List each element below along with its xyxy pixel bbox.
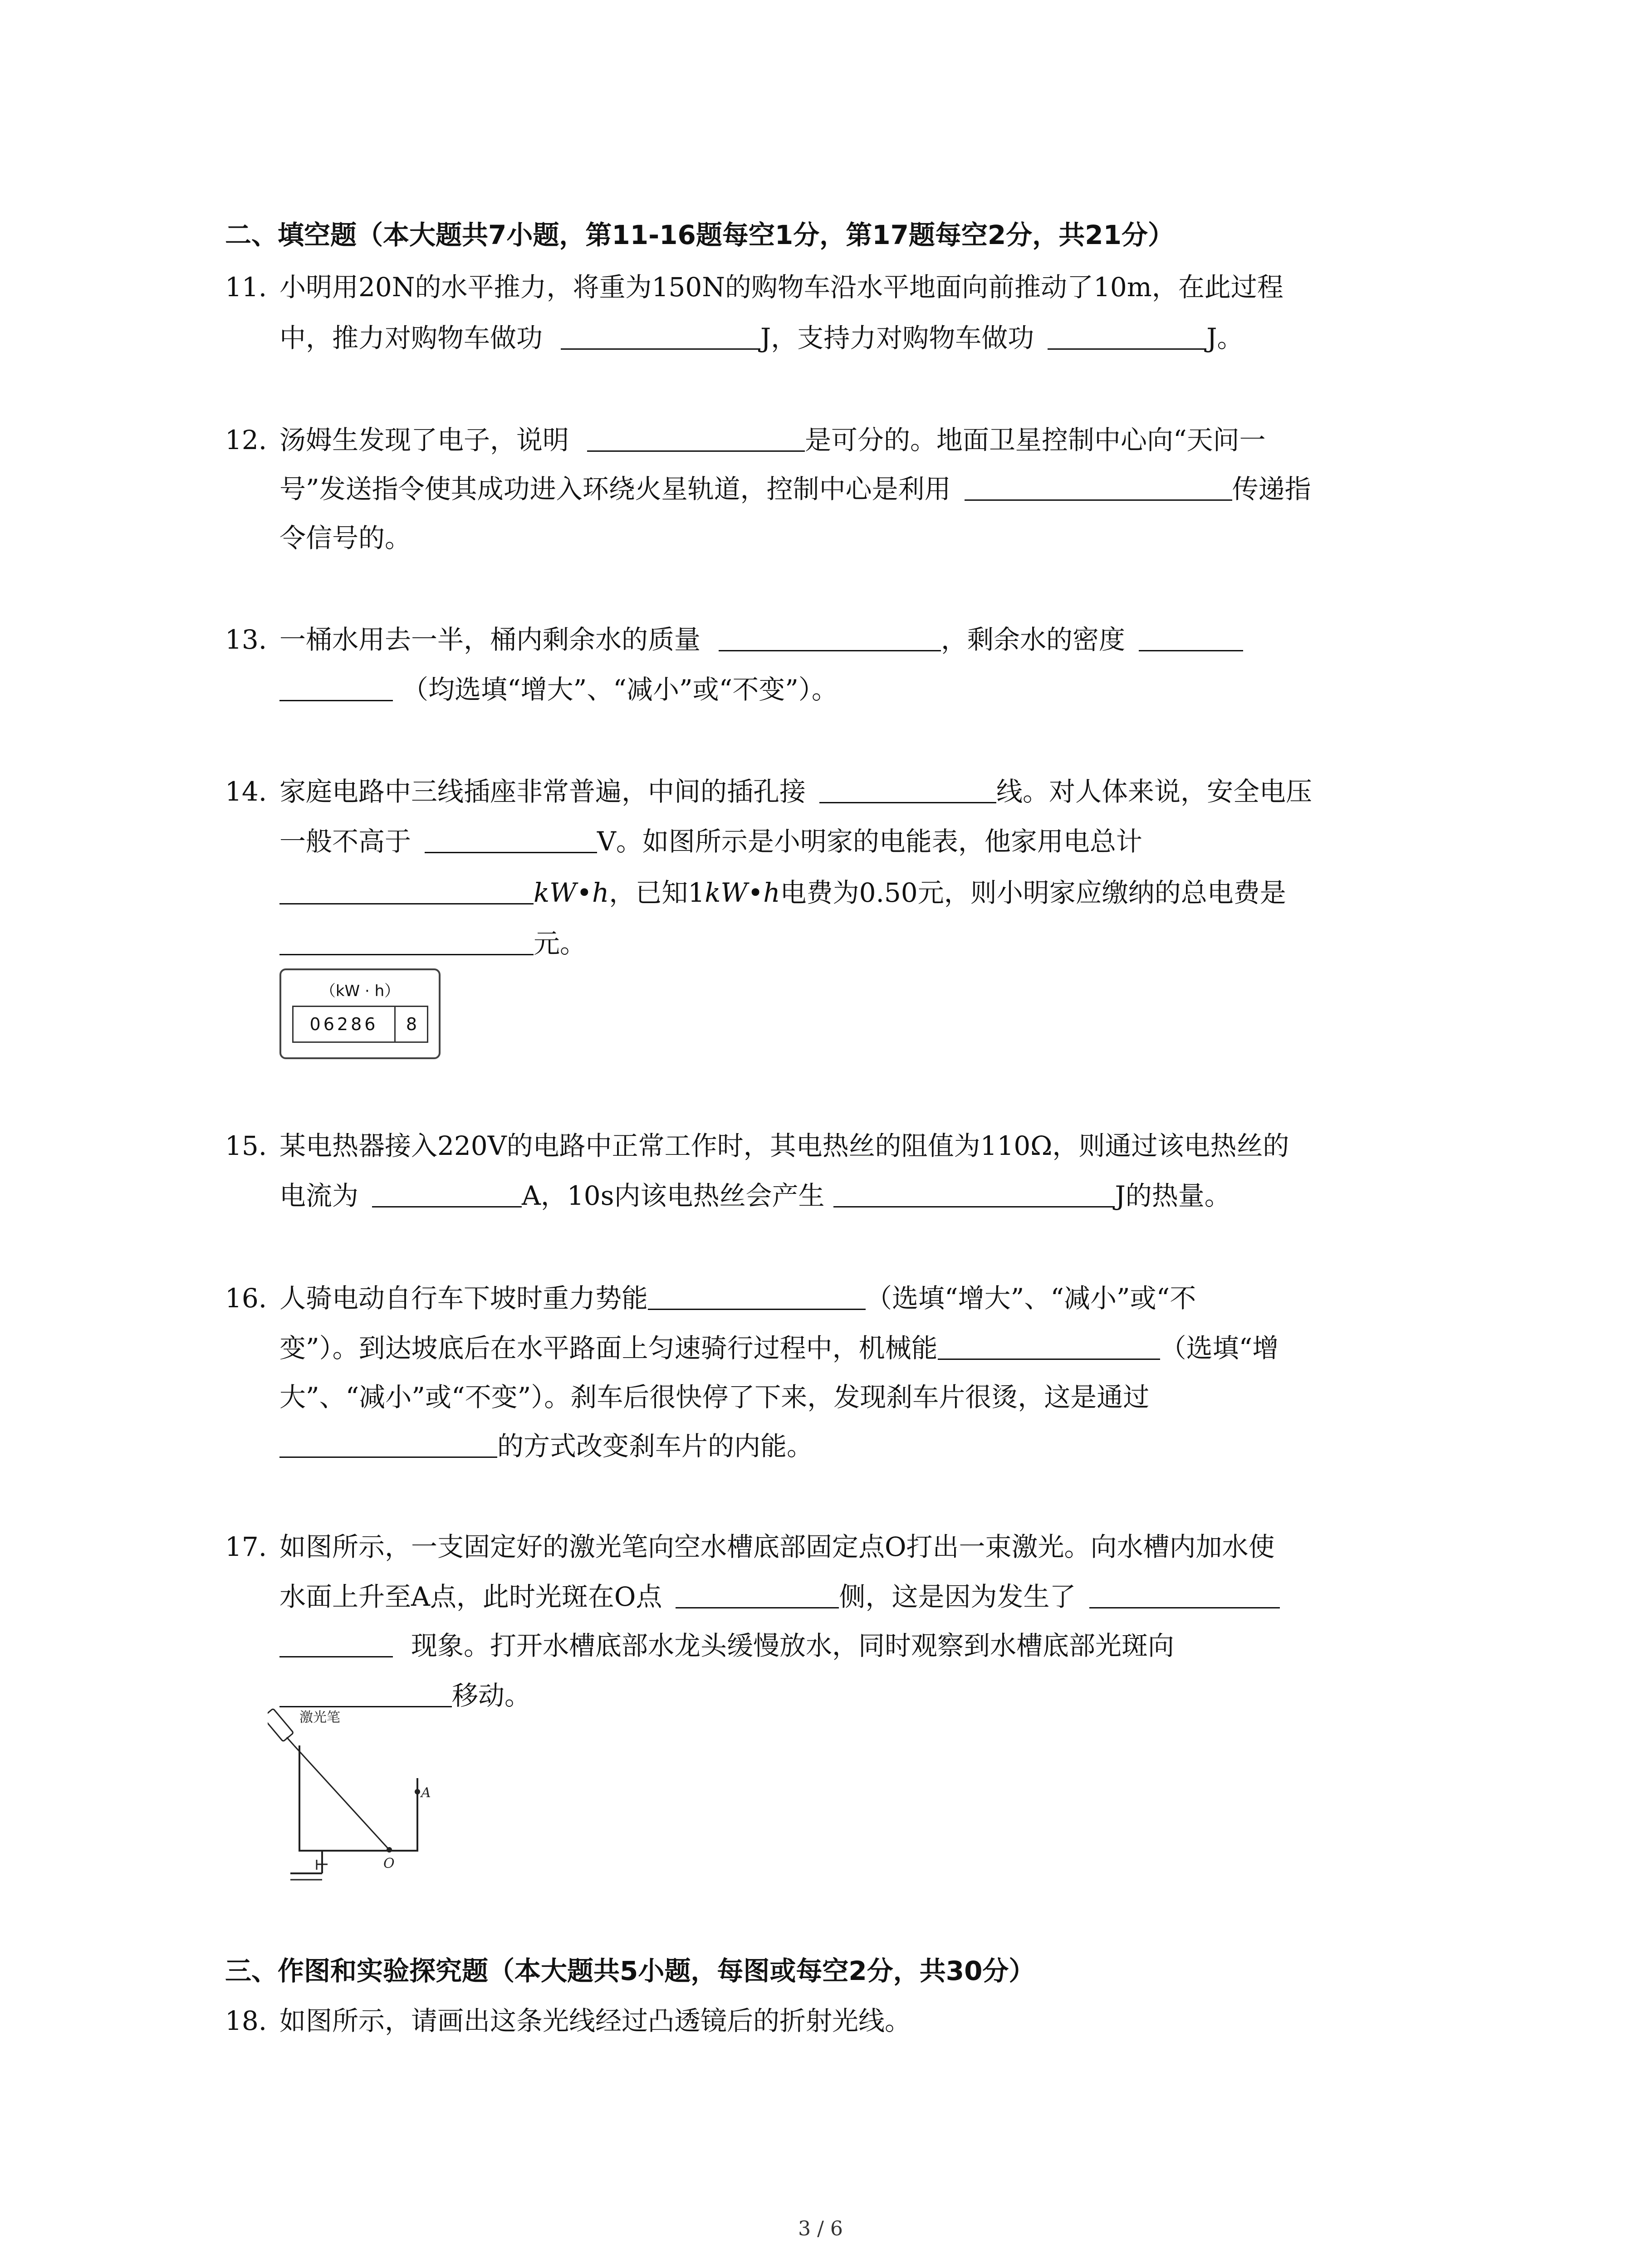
q12-line3: 令信号的。 [279,523,411,553]
q17-blank-2b[interactable] [279,1628,393,1657]
q17-blank-3[interactable] [279,1678,452,1707]
q14-text-d: V。如图所示是小明家的电能表，他家用电总计 [597,826,1142,857]
q13-text-a: 一桶水用去一半，桶内剩余水的质量 [279,624,701,655]
q14-text-b: 线。对人体来说，安全电压 [996,776,1313,807]
q14-blank-4[interactable] [279,926,534,955]
q13-blank-1[interactable] [719,622,941,651]
q15-line2 [279,1178,1231,1214]
q16-text-e: 的方式改变刹车片的内能。 [497,1431,813,1461]
q14-text-g: 元。 [534,928,587,959]
q16-text-a: 人骑电动自行车下坡时重力势能 [279,1283,648,1314]
q11-number: 11. [225,272,267,303]
q14-text-a: 家庭电路中三线插座非常普遍，中间的插孔接 [279,776,806,807]
q14-blank-2[interactable] [425,824,597,853]
q13-text-b: ，剩余水的密度 [941,624,1126,655]
q14-line2 [279,823,1142,860]
q17-line1: 如图所示，一支固定好的激光笔向空水槽底部固定点O打出一束激光。向水槽内加水使 [279,1531,1275,1562]
q16-text-c: 变”）。到达坡底后在水平路面上匀速骑行过程中，机械能 [279,1333,938,1364]
point-o [387,1847,392,1853]
q14-unit-2: kW•h [705,877,780,908]
q17-text-b: 侧，这是因为发生了 [839,1581,1076,1612]
q12-blank-1[interactable] [587,422,805,452]
q12-line2 [279,471,1311,507]
q14-text-f: 电费为0.50元，则小明家应缴纳的总电费是 [780,877,1286,908]
q16-line4 [279,1428,813,1464]
q17-text-d: 移动。 [452,1680,531,1711]
q14-blank-3[interactable] [279,875,534,904]
q14-blank-1[interactable] [819,774,996,803]
q17-number: 17. [225,1531,267,1562]
q11-blank-1[interactable] [561,320,760,350]
q11-text-b: J，支持力对购物车做功 [760,323,1034,353]
q14-line1 [279,773,1312,810]
q17-blank-1[interactable] [676,1579,839,1608]
laser-tank-figure [268,1706,458,1896]
q16-text-b: （选填“增大”、“减小”或“不 [866,1283,1196,1314]
q11-line1: 小明用20N的水平推力，将重为150N的购物车沿水平地面向前推动了10m，在此过程 [279,272,1283,303]
q16-line2 [279,1330,1279,1366]
laser-pen-icon [268,1709,294,1745]
q12-number: 12. [225,425,267,455]
q15-text-a: 电流为 [279,1180,359,1211]
q16-line3: 大”、“减小”或“不变”）。刹车后很快停了下来，发现刹车片很烫，这是通过 [279,1382,1150,1413]
q15-blank-2[interactable] [833,1178,1115,1207]
section-2-title: 二、填空题（本大题共7小题，第11-16题每空1分，第17题每空2分，共21分） [225,220,1174,250]
q12-text-c: 号”发送指令使其成功进入环绕火星轨道，控制中心是利用 [279,474,951,504]
q18-line1: 如图所示，请画出这条光线经过凸透镜后的折射光线。 [279,2005,911,2036]
q11-blank-2[interactable] [1048,320,1206,350]
q16-blank-1[interactable] [648,1281,866,1310]
q16-blank-3[interactable] [279,1428,497,1458]
section-3-title: 三、作图和实验探究题（本大题共5小题，每图或每空2分，共30分） [225,1955,1035,1986]
q15-text-b: A，10s内该电热丝会产生 [522,1180,825,1211]
q12-line1 [279,422,1266,458]
meter-digits: 06286 [294,1007,396,1041]
page-number: 3 / 6 [798,2217,843,2240]
q12-text-d: 传递指 [1232,474,1311,504]
electricity-meter-figure [279,968,441,1059]
q16-line1 [279,1280,1196,1316]
point-a-label: A [421,1785,431,1801]
q17-text-c: 现象。打开水槽底部水龙头缓慢放水，同时观察到水槽底部光斑向 [411,1630,1175,1661]
meter-display [292,1006,428,1043]
q11-text-a: 中，推力对购物车做功 [279,323,543,353]
q13-number: 13. [225,624,267,655]
tap-icon [290,1851,328,1880]
point-a [415,1789,420,1794]
q17-blank-2a[interactable] [1089,1579,1280,1608]
q16-text-d: （选填“增 [1160,1333,1279,1364]
q13-line2 [279,671,838,708]
q13-text-c: （均选填“增大”、“减小”或“不变”）。 [402,674,838,705]
point-o-label: O [383,1856,395,1872]
q18-number: 18. [225,2005,267,2036]
q16-blank-2[interactable] [938,1330,1160,1360]
q13-line1 [279,621,1243,658]
q17-line2 [279,1579,1280,1615]
q14-line3 [279,875,1286,911]
meter-unit-label: （kW · h） [320,982,400,1000]
q14-text-e: ，已知1 [609,877,705,908]
q15-blank-1[interactable] [372,1178,522,1207]
q14-unit-1: kW•h [534,877,609,908]
q14-text-c: 一般不高于 [279,826,411,857]
q13-blank-2b[interactable] [279,672,393,701]
q17-text-a: 水面上升至A点，此时光斑在O点 [279,1581,662,1612]
q15-line1: 某电热器接入220V的电路中正常工作时，其电热丝的阻值为110Ω，则通过该电热丝的 [279,1130,1289,1161]
meter-decimal-digit: 8 [406,1014,417,1034]
q15-text-c: J的热量。 [1115,1180,1231,1211]
q14-number: 14. [225,776,267,807]
q14-line4 [279,925,586,962]
q11-line2 [279,320,1244,356]
q12-text-b: 是可分的。地面卫星控制中心向“天问一 [805,425,1266,455]
q16-number: 16. [225,1283,267,1314]
q17-line3 [279,1628,1174,1664]
laser-pen-label: 激光笔 [299,1710,340,1725]
q11-text-c: J。 [1206,323,1244,353]
q13-blank-2a[interactable] [1139,622,1243,651]
q12-blank-2[interactable] [965,471,1232,501]
q15-number: 15. [225,1130,267,1161]
laser-beam [294,1745,389,1850]
q12-text-a: 汤姆生发现了电子，说明 [279,425,569,455]
